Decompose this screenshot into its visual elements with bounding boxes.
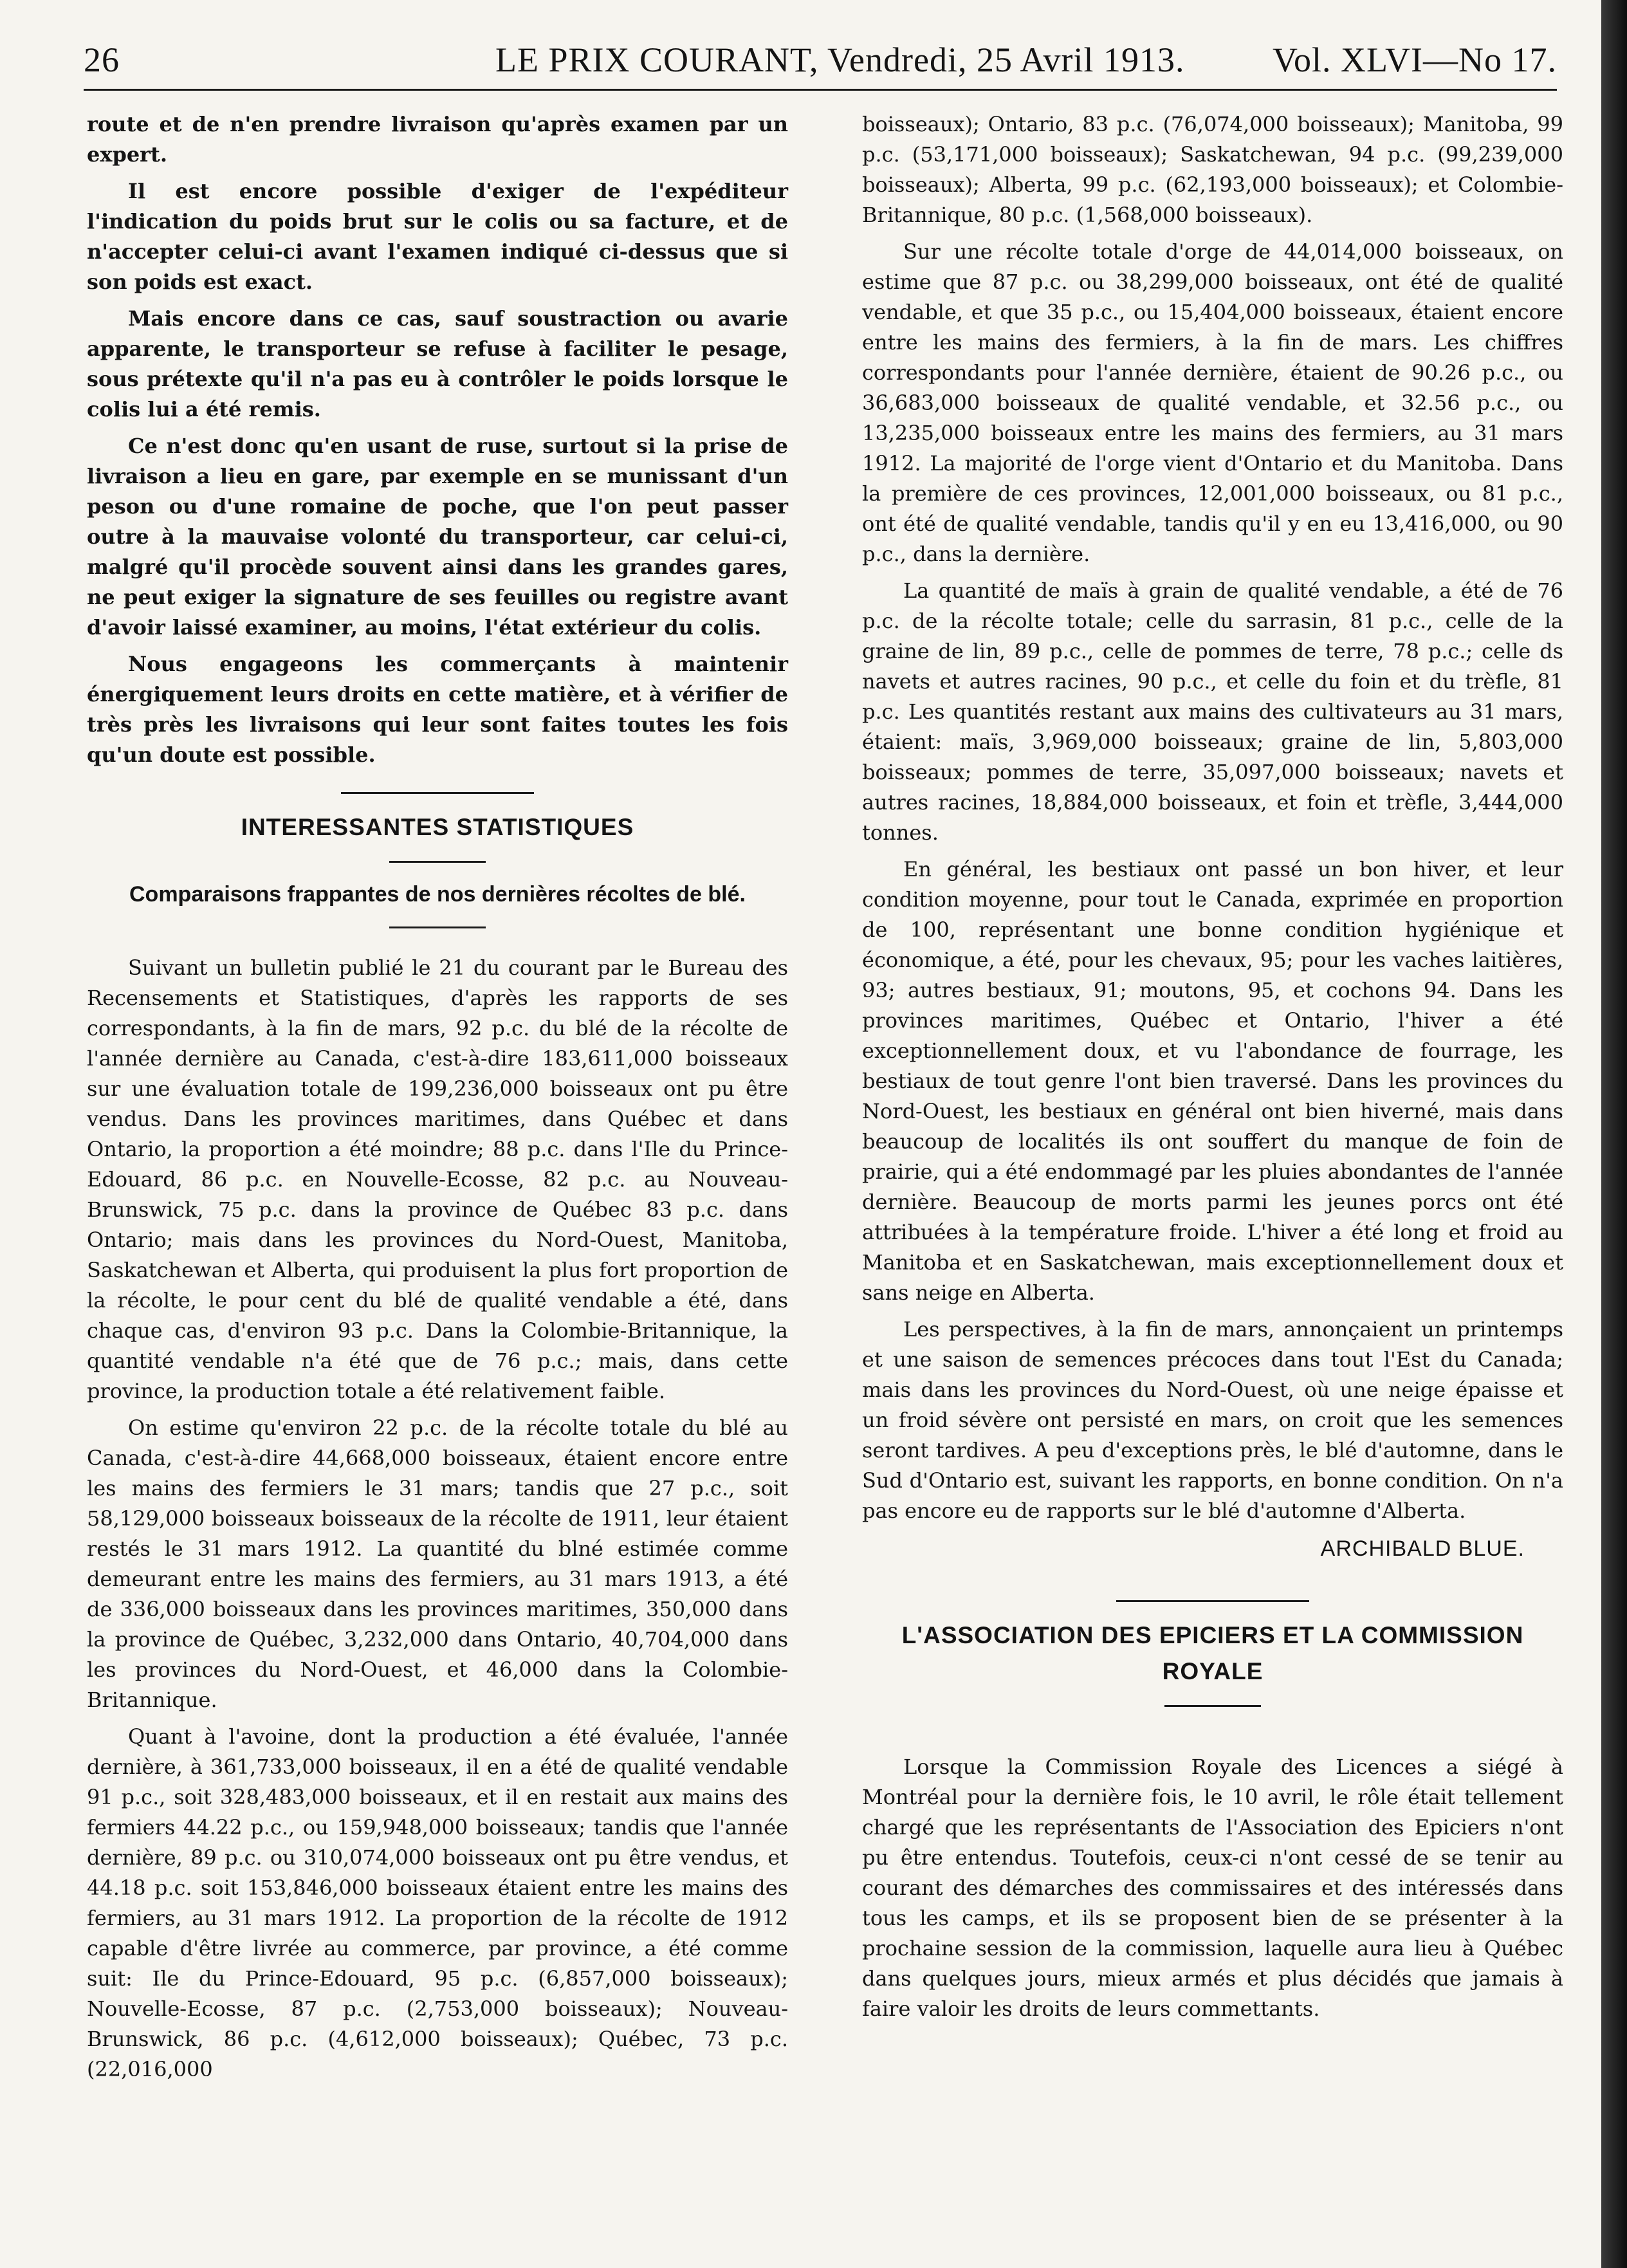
page-header <box>84 31 1557 91</box>
section-divider <box>341 792 534 794</box>
page-spine-shadow <box>1601 0 1627 2268</box>
paragraph: boisseaux); Ontario, 83 p.c. (76,074,000 boisseaux); Manitoba, 99 p.c. (53,171,000 boisseaux); Saskatchewan, 94 p.c. (99,239,000 boisseaux); Alberta, 99 p.c. (62,193,000 boisseaux); et Colombie-Britannique, 80 p.c. (1,568,000 boisseaux). <box>862 112 1563 227</box>
right-column <box>862 109 1563 2031</box>
paragraph: On estime qu'environ 22 p.c. de la récolte totale du blé au Canada, c'est-à-dire 44,668,000 boisseaux, étaient encore entre les mains des fermiers le 31 mars; tandis que 27 p.c., soit 58,129,000 boisseaux boisseaux de la récolte de 1911, leur étaient restés le 31 mars 1912. La quantité du blné estimée comme demeurant entre les mains des fermiers, au 31 mars 1913, a été de 336,000 boisseaux dans les provinces maritimes, 350,000 dans la province de Québec, 3,232,000 dans Ontario, 40,704,000 dans les provinces du Nord-Ouest, et 46,000 dans la Colombie-Britannique. <box>87 1415 788 1712</box>
page-number: 26 <box>84 41 120 79</box>
paragraph: Il est encore possible d'exiger de l'expéditeur l'indication du poids brut sur le colis ou sa facture, et de n'accepter celui-ci avant l'examen indiqué ci-dessus que si son poids est exact. <box>87 179 788 294</box>
paragraph: route et de n'en prendre livraison qu'après examen par un expert. <box>87 112 788 167</box>
paragraph: Quant à l'avoine, dont la production a été évaluée, l'année dernière, à 361,733,000 boisseaux, il en a été de qualité vendable 91 p.c., soit 328,483,000 boisseaux, et il en restait aux mains des fermiers 44.22 p.c., ou 159,948,000 boisseaux; tandis que l'année dernière, 89 p.c. ou 310,074,000 boisseaux ont pu être vendus, et 44.18 p.c. soit 153,846,000 boisseaux étaient entre les mains des fermiers, au 31 mars 1912. La proportion de la récolte de 1912 capable d'être livrée au commerce, par province, a été comme suit: Ile du Prince-Edouard, 95 p.c. (6,857,000 boisseaux); Nouvelle-Ecosse, 87 p.c. (2,753,000 boisseaux); Nouveau-Brunswick, 86 p.c. (4,612,000 boisseaux); Québec, 73 p.c. (22,016,000 <box>87 1724 788 2081</box>
section-title: INTERESSANTES STATISTIQUES <box>241 814 634 840</box>
paragraph: Ce n'est donc qu'en usant de ruse, surtout si la prise de livraison a lieu en gare, par exemple en se munissant d'un peson ou d'une romaine de poche, que l'on peut passer outre à la mauvaise volonté du transporteur, car celui-ci, malgré qu'il procède souvent ainsi dans les grandes gares, ne peut exiger la signature de ses feuilles ou registre avant d'avoir laissé examiner, au moins, l'état extérieur du colis. <box>87 434 788 640</box>
section-subtitle: Comparaisons frappantes de nos dernières récoltes de blé. <box>129 882 746 907</box>
paragraph: Sur une récolte totale d'orge de 44,014,000 boisseaux, on estime que 87 p.c. ou 38,299,000 boisseaux, ont été de qualité vendable, et que 35 p.c., ou 15,404,000 boisseaux, étaient encore entre les mains des fermiers, à la fin de mars. Les chiffres correspondants pour l'année dernière, étaient de 90.26 p.c., ou 36,683,000 boisseaux de qualité vendable, et 32.56 p.c., ou 13,235,000 boisseaux entre les mains des fermiers, au 31 mars 1912. La majorité de l'orge vient d'Ontario et du Manitoba. Dans la première de ces provinces, 12,001,000 boisseaux, ou 81 p.c., ont été de qualité vendable, tandis qu'il y en eu 13,416,000, ou 90 p.c., dans la dernière. <box>862 239 1563 566</box>
section-divider <box>1116 1600 1309 1602</box>
paragraph: Mais encore dans ce cas, sauf soustraction ou avarie apparente, le transporteur se refuse à faciliter le pesage, sous prétexte qu'il n'a pas eu à contrôler le poids lorsque le colis lui a été remis. <box>87 306 788 421</box>
paragraph: Nous engageons les commerçants à maintenir énergiquement leurs droits en cette matière, et à vérifier de très près les livraisons qui leur sont faites toutes les fois qu'un doute est possible. <box>87 652 788 767</box>
publication-title: LE PRIX COURANT, Vendredi, 25 Avril 1913. <box>495 41 1185 79</box>
paragraph: Suivant un bulletin publié le 21 du courant par le Bureau des Recensements et Statistiques, d'après les rapports de ses correspondants, à la fin de mars, 92 p.c. du blé de la récolte de l'année dernière au Canada, c'est-à-dire 183,611,000 boisseaux sur une évaluation totale de 199,236,000 boisseaux ont pu être vendus. Dans les provinces maritimes, dans Québec et dans Ontario, la proportion a été moindre; 88 p.c. dans l'Ile du Prince-Edouard, 86 p.c. en Nouvelle-Ecosse, 82 p.c. au Nouveau-Brunswick, 75 p.c. dans la province de Québec 83 p.c. dans Ontario; mais dans les provinces du Nord-Ouest, Manitoba, Saskatchewan et Alberta, qui produisent la plus fort proportion de la récolte, le pour cent du blé de qualité vendable a été, dans chaque cas, d'environ 93 p.c. Dans la Colombie-Britannique, la quantité vendable n'a été que de 76 p.c.; mais, dans cette province, la production totale a été relativement faible. <box>87 955 788 1403</box>
left-column <box>87 109 788 2091</box>
paragraph: Lorsque la Commission Royale des Licences a siégé à Montréal pour la dernière fois, le 10 avril, le rôle était tellement chargé que les représentants de l'Association des Epiciers n'ont pu être entendus. Toutefois, ceux-ci n'ont cessé de se tenir au courant des démarches des commissaires et des intéressés dans tous les camps, et ils se proposent bien de se présenter à la prochaine session de la commission, laquelle aura lieu à Québec dans quelques jours, mieux armés et plus décidés que jamais à faire valoir les droits de leurs commettants. <box>862 1755 1563 2021</box>
paragraph: Les perspectives, à la fin de mars, annonçaient un printemps et une saison de semences précoces dans tout l'Est du Canada; mais dans les provinces du Nord-Ouest, où une neige épaisse et un froid sévère ont persisté en mars, on croit que les semences seront tardives. A peu d'exceptions près, le blé d'automne, dans le Sud d'Ontario est, suivant les rapports, en bonne condition. On n'a pas encore eu de rapports sur le blé d'automne d'Alberta. <box>862 1317 1563 1523</box>
paragraph: La quantité de maïs à grain de qualité vendable, a été de 76 p.c. de la récolte totale; celle du sarrasin, 81 p.c., celle de la graine de lin, 89 p.c., celle de pommes de terre, 78 p.c.; celle ds navets et autres racines, 90 p.c., et celle du foin et du trèfle, 81 p.c. Les quantités restant aux mains des cultivateurs au 31 mars, étaient: maïs, 3,969,000 boisseaux; graine de lin, 5,803,000 boisseaux; pommes de terre, 35,097,000 boisseaux; navets et autres racines, 18,884,000 boisseaux, et foin et trèfle, 3,444,000 tonnes. <box>862 578 1563 845</box>
volume-number: Vol. XLVI—No 17. <box>1272 41 1557 79</box>
section-title: L'ASSOCIATION DES EPICIERS ET LA COMMISSION ROYALE <box>901 1622 1524 1684</box>
author-signature: ARCHIBALD BLUE. <box>1320 1536 1525 1561</box>
section-divider <box>389 861 486 863</box>
paragraph: En général, les bestiaux ont passé un bon hiver, et leur condition moyenne, pour tout le Canada, exprimée en proportion de 100, représentant une bonne condition hygiénique et économique, a été, pour les chevaux, 95; pour les vaches laitières, 93; autres bestiaux, 91; moutons, 95, et cochons 94. Dans les provinces maritimes, Québec et Ontario, l'hiver a été exceptionnellement doux, et vu l'abondance de fourrage, les bestiaux de tout genre l'ont bien traversé. Dans les provinces du Nord-Ouest, les bestiaux en général ont bien hiverné, mais dans beaucoup de localités ils ont souffert du manque de foin de prairie, qui a été endommagé par les pluies abondantes de l'année dernière. Beaucoup de morts parmi les jeunes porcs ont été attribuées à la température froide. L'hiver a été long et froid au Manitoba et en Saskatchewan, mais exceptionnellement doux et sans neige en Alberta. <box>862 857 1563 1305</box>
